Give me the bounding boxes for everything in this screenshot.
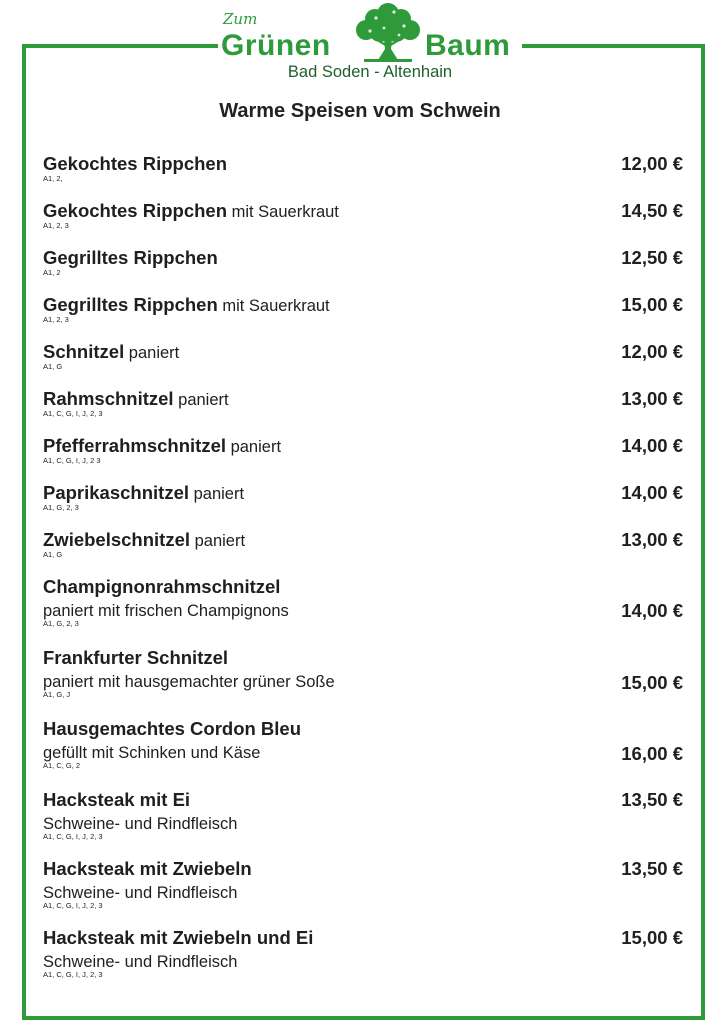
dish-price: 12,00 € bbox=[621, 341, 683, 362]
menu-item bbox=[43, 153, 683, 183]
menu-item bbox=[43, 718, 683, 770]
dish-description: gefüllt mit Schinken und Käse bbox=[43, 744, 261, 762]
dish-price: 13,00 € bbox=[621, 388, 683, 409]
dish-name: Champignonrahmschnitzel bbox=[43, 576, 281, 597]
dish-name: Hacksteak mit Zwiebeln bbox=[43, 858, 252, 879]
dish-name: Hacksteak mit Zwiebeln und Ei bbox=[43, 927, 314, 948]
dish-price: 15,00 € bbox=[621, 672, 683, 693]
dish-name: Frankfurter Schnitzel bbox=[43, 647, 229, 668]
menu-item bbox=[43, 294, 683, 324]
dish-name: Schnitzel paniert bbox=[43, 341, 180, 362]
menu-item bbox=[43, 200, 683, 230]
restaurant-logo bbox=[218, 2, 522, 84]
menu-item bbox=[43, 247, 683, 277]
dish-price: 15,00 € bbox=[621, 294, 683, 315]
dish-name: Gegrilltes Rippchen mit Sauerkraut bbox=[43, 294, 330, 315]
dish-price: 15,00 € bbox=[621, 927, 683, 948]
allergen-codes: A1, C, G, I, J, 2, 3 bbox=[43, 409, 103, 418]
dish-price: 14,50 € bbox=[621, 200, 683, 221]
dish-name: Pfefferrahmschnitzel paniert bbox=[43, 435, 282, 456]
dish-name: Gekochtes Rippchen bbox=[43, 153, 228, 174]
tree-icon bbox=[354, 2, 422, 64]
dish-price: 13,50 € bbox=[621, 858, 683, 879]
allergen-codes: A1, G, 2, 3 bbox=[43, 619, 79, 628]
menu-item bbox=[43, 529, 683, 559]
dish-description: Schweine- und Rindfleisch bbox=[43, 884, 238, 902]
dish-price: 13,00 € bbox=[621, 529, 683, 550]
dish-name: Zwiebelschnitzel paniert bbox=[43, 529, 246, 550]
dish-price: 12,00 € bbox=[621, 153, 683, 174]
menu-item bbox=[43, 341, 683, 371]
dish-description: paniert mit frischen Champignons bbox=[43, 602, 289, 620]
menu-item bbox=[43, 858, 683, 910]
allergen-codes: A1, C, G, I, J, 2 3 bbox=[43, 456, 101, 465]
dish-price: 12,50 € bbox=[621, 247, 683, 268]
dish-description: paniert mit hausgemachter grüner Soße bbox=[43, 673, 335, 691]
dish-name: Hausgemachtes Cordon Bleu bbox=[43, 718, 302, 739]
logo-zum-text: Zum bbox=[223, 10, 258, 28]
allergen-codes: A1, G bbox=[43, 550, 63, 559]
allergen-codes: A1, C, G, I, J, 2, 3 bbox=[43, 970, 103, 979]
allergen-codes: A1, 2, 3 bbox=[43, 221, 69, 230]
logo-gruenen-text: Grünen bbox=[221, 29, 331, 62]
logo-location: Bad Soden - Altenhain bbox=[287, 63, 453, 81]
allergen-codes: A1, C, G, I, J, 2, 3 bbox=[43, 901, 103, 910]
allergen-codes: A1, G, J bbox=[43, 690, 71, 699]
dish-price: 14,00 € bbox=[621, 435, 683, 456]
dish-price: 14,00 € bbox=[621, 600, 683, 621]
menu-item bbox=[43, 576, 683, 628]
dish-name: Hacksteak mit Ei bbox=[43, 789, 191, 810]
allergen-codes: A1, 2, 3 bbox=[43, 315, 69, 324]
dish-name: Gegrilltes Rippchen bbox=[43, 247, 218, 268]
allergen-codes: A1, 2 bbox=[43, 268, 61, 277]
allergen-codes: A1, 2, bbox=[43, 174, 63, 183]
allergen-codes: A1, C, G, 2 bbox=[43, 761, 81, 770]
dish-name: Gekochtes Rippchen mit Sauerkraut bbox=[43, 200, 339, 221]
dish-price: 14,00 € bbox=[621, 482, 683, 503]
allergen-codes: A1, C, G, I, J, 2, 3 bbox=[43, 832, 103, 841]
allergen-codes: A1, G, 2, 3 bbox=[43, 503, 79, 512]
menu-item bbox=[43, 482, 683, 512]
menu-item bbox=[43, 388, 683, 418]
menu-item bbox=[43, 647, 683, 699]
menu-item bbox=[43, 435, 683, 465]
logo-baum-text: Baum bbox=[425, 29, 511, 62]
allergen-codes: A1, G bbox=[43, 362, 63, 371]
menu-item bbox=[43, 927, 683, 979]
dish-price: 16,00 € bbox=[621, 743, 683, 764]
dish-price: 13,50 € bbox=[621, 789, 683, 810]
dish-description: Schweine- und Rindfleisch bbox=[43, 953, 238, 971]
dish-description: Schweine- und Rindfleisch bbox=[43, 815, 238, 833]
page-title: Warme Speisen vom Schwein bbox=[219, 100, 501, 122]
dish-name: Paprikaschnitzel paniert bbox=[43, 482, 245, 503]
dish-name: Rahmschnitzel paniert bbox=[43, 388, 229, 409]
menu-item bbox=[43, 789, 683, 841]
